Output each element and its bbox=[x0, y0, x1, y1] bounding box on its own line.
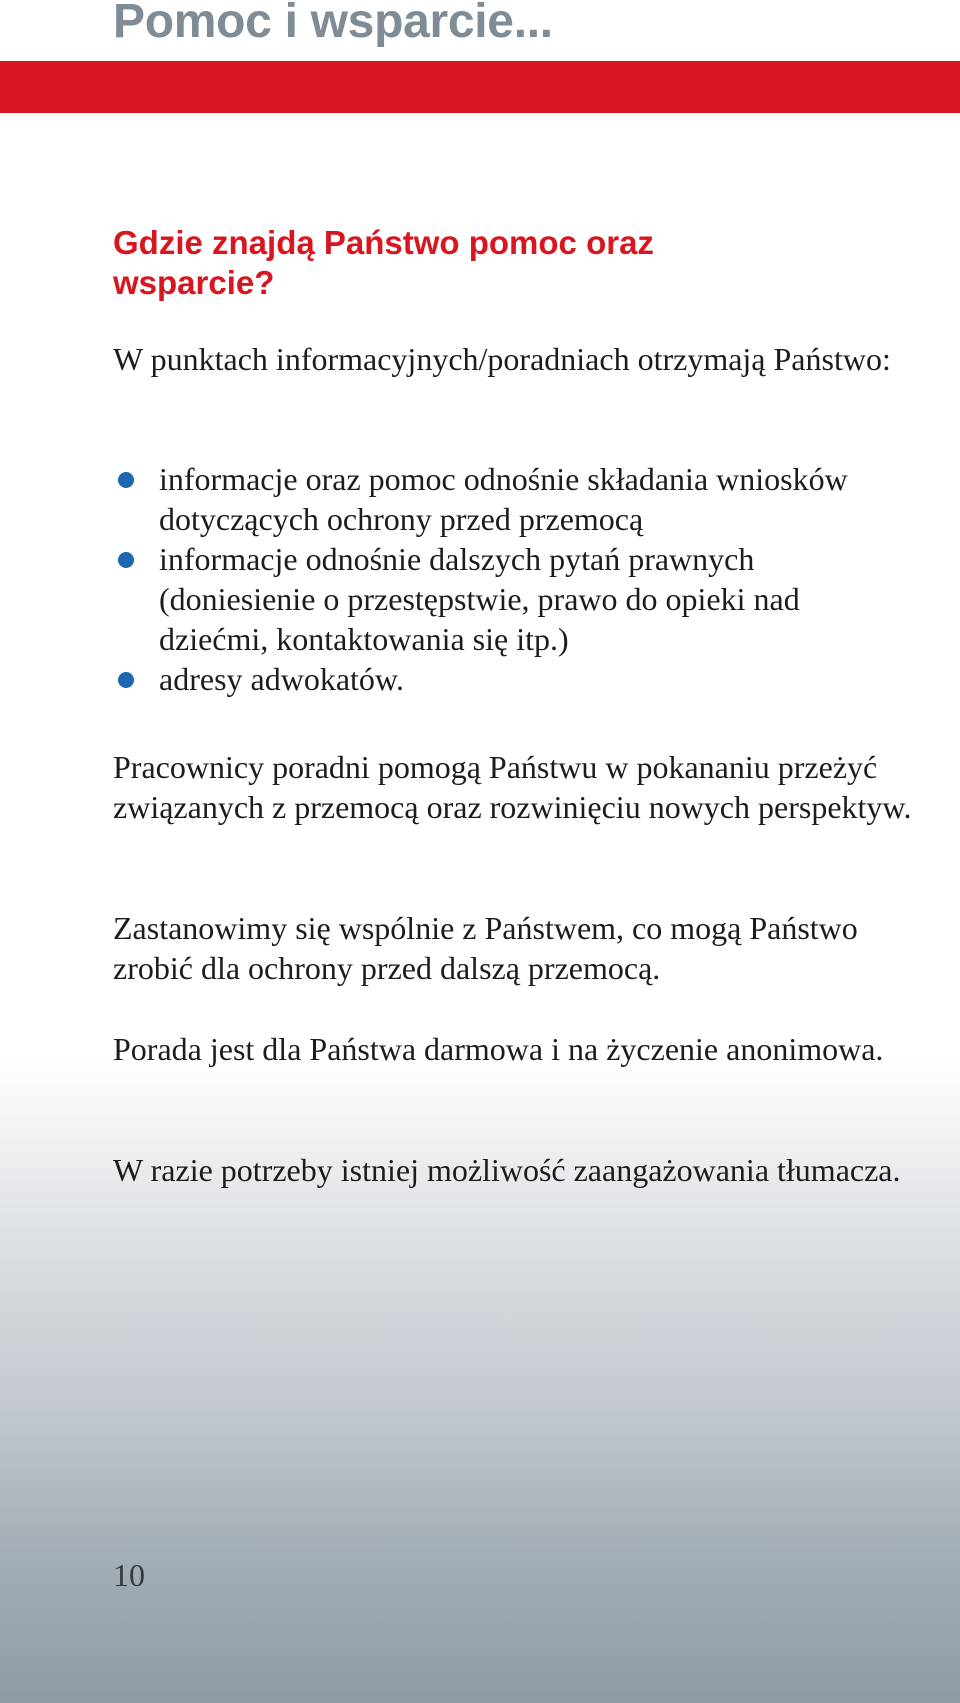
bullet-text: informacje odnośnie dalszych pytań prawnych (doniesienie o przestępstwie, prawo do opieki nad dziećmi, kontaktowania się itp.) bbox=[159, 541, 800, 657]
bullet-list bbox=[113, 459, 913, 699]
bullet-dot-icon bbox=[118, 672, 134, 688]
paragraph-protection: Zastanowimy się wspólnie z Państwem, co mogą Państwo zrobić dla ochrony przed dalszą przemocą. bbox=[113, 910, 858, 986]
intro-paragraph: W punktach informacyjnych/poradniach otrzymają Państwo: bbox=[113, 341, 891, 377]
bullet-dot-icon bbox=[118, 472, 134, 488]
section-heading: Gdzie znajdą Państwo pomoc oraz wsparcie? bbox=[113, 224, 654, 301]
page-number: 10 bbox=[113, 1557, 145, 1593]
page-title: Pomoc i wsparcie... bbox=[113, 0, 553, 48]
header-accent-bar bbox=[0, 61, 960, 113]
bullet-text: adresy adwokatów. bbox=[159, 661, 404, 697]
bullet-item bbox=[113, 459, 913, 539]
bullet-text: informacje oraz pomoc odnośnie składania wniosków dotyczących ochrony przed przemocą bbox=[159, 461, 848, 537]
paragraph-free-advice: Porada jest dla Państwa darmowa i na życzenie anonimowa. bbox=[113, 1031, 884, 1067]
bullet-dot-icon bbox=[118, 552, 134, 568]
paragraph-counseling: Pracownicy poradni pomogą Państwu w pokananiu przeżyć związanych z przemocą oraz rozwinięciu nowych perspektyw. bbox=[113, 749, 912, 825]
bullet-item bbox=[113, 539, 913, 659]
bullet-item bbox=[113, 659, 913, 699]
paragraph-interpreter: W razie potrzeby istniej możliwość zaangażowania tłumacza. bbox=[113, 1152, 901, 1188]
